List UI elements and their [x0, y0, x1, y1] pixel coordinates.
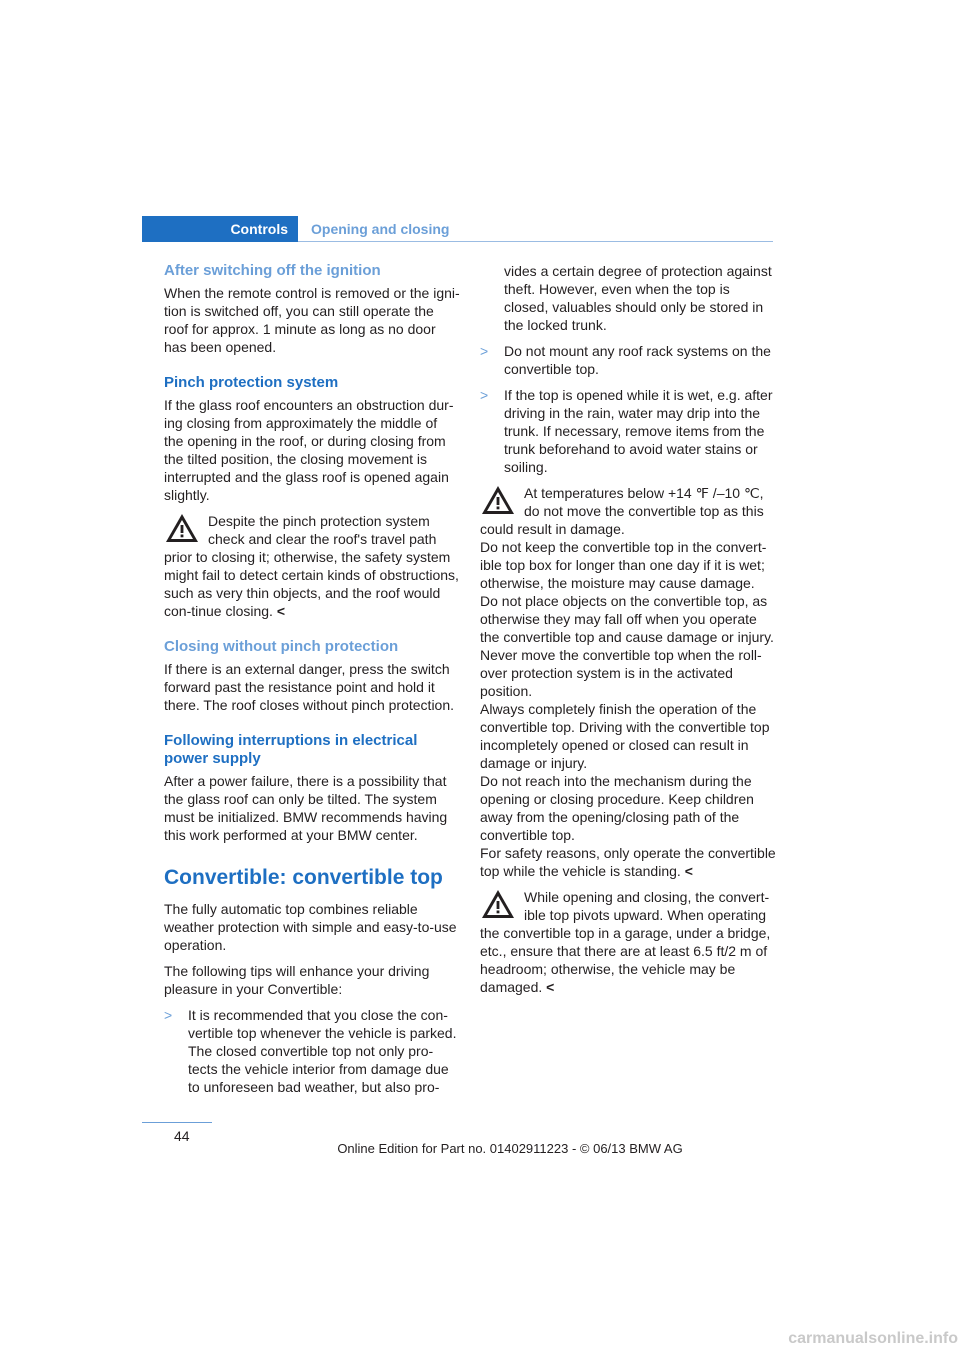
list-item: [480, 262, 776, 334]
bullet-text: If the top is opened while it is wet, e.g. after driving in the rain, water may drip into the trunk. If necessary, remove items from the trunk beforehand to avoid water stains or soiling.: [504, 387, 773, 475]
para-standing: [480, 844, 776, 880]
page-number: 44: [174, 1128, 190, 1144]
para-objects: Do not place objects on the convertible top, as otherwise they may fall off when you operate the convertible top and cause damage or injury.: [480, 593, 774, 645]
list-item: [480, 386, 776, 476]
warning-temperature: [480, 484, 776, 538]
watermark: carmanualsonline.info: [788, 1330, 958, 1347]
para-pinch-protection: If the glass roof encounters an obstruction dur-ing closing from approximately the middle of the opening in the roof, or during closing from the tilted position, the closing movement is interrupted and the glass roof is opened again slightly.: [164, 397, 454, 503]
para-box: Do not keep the convertible top in the convert-ible top box for longer than one day if it is wet; otherwise, the moisture may cause damage.: [480, 539, 767, 591]
bullet-text: vides a certain degree of protection against theft. However, even when the top is closed, valuables should only be stored in the locked trunk.: [504, 263, 772, 333]
page-header: [142, 216, 773, 242]
bullet-mark: >: [164, 1007, 173, 1023]
warning-pinch: [164, 512, 460, 620]
list-item: [164, 1006, 460, 1096]
bullet-mark: >: [480, 343, 489, 359]
end-mark: <: [546, 979, 555, 995]
warning-pivot-text: While opening and closing, the convert-ible top pivots upward. When operating the convertible top in a garage, under a bridge, etc., ensure that there are at least 6.5 ft/2 m of headroom; otherwise, the vehicle may be damaged.: [480, 889, 771, 995]
para-convertible-2: The following tips will enhance your driving pleasure in your Convertible:: [164, 963, 430, 997]
para-reach: Do not reach into the mechanism during the opening or closing procedure. Keep children away from the opening/closing path of the convertible top.: [480, 773, 754, 843]
heading-pinch-protection: Pinch protection system: [164, 374, 339, 391]
header-topic-label: Opening and closing: [311, 221, 450, 237]
left-column: [164, 262, 460, 1104]
warning-triangle-icon: [480, 888, 516, 920]
warning-pivot: [480, 888, 776, 996]
list-item: [480, 342, 776, 378]
para-finish: Always completely finish the operation of the convertible top. Driving with the convertible top incompletely opened or closed can result in damage or injury.: [480, 701, 770, 771]
para-convertible-1: The fully automatic top combines reliable weather protection with simple and easy-to-use operation.: [164, 901, 457, 953]
para-rollover: Never move the convertible top when the roll-over protection system is in the activated position.: [480, 647, 762, 699]
page-number-rule: [142, 1122, 212, 1123]
warning-pinch-text: Despite the pinch protection system check and clear the roof's travel path prior to closing it; otherwise, the safety system might fail to detect certain kinds of obstructions, such as very thin objects, and the roof would con-tinue closing.: [164, 513, 459, 619]
heading-after-ignition: After switching off the ignition: [164, 262, 381, 279]
bullet-text: It is recommended that you close the con-vertible top whenever the vehicle is parked. The closed convertible top not only pro-tects the vehicle interior from damage due to unforeseen bad weather, but also pro-: [188, 1007, 457, 1095]
warning-temperature-text: At temperatures below +14 ℉ /–10 ℃, do not move the convertible top as this could result in damage.: [480, 485, 764, 537]
para-after-ignition: When the remote control is removed or the igni-tion is switched off, you can still operate the roof for approx. 1 minute as long as no door has been opened.: [164, 285, 460, 355]
header-section-label: Controls: [142, 216, 298, 242]
end-mark: <: [276, 603, 286, 619]
para-closing-without: If there is an external danger, press the switch forward past the resistance point and hold it there. The roof closes without pinch protection.: [164, 661, 455, 713]
header-rule: [298, 241, 773, 242]
bullet-text: Do not mount any roof rack systems on the convertible top.: [504, 343, 771, 377]
heading-power-supply: Following interruptions in electrical power supply: [164, 732, 418, 767]
warning-triangle-icon: [480, 484, 516, 516]
heading-closing-without: Closing without pinch protection: [164, 638, 399, 655]
para-power-supply: After a power failure, there is a possibility that the glass roof can only be tilted. The system must be initialized. BMW recommends having this work performed at your BMW center.: [164, 773, 448, 843]
para-standing-text: For safety reasons, only operate the convertible top while the vehicle is standing.: [480, 845, 776, 879]
end-mark: <: [684, 863, 693, 879]
warning-triangle-icon: [164, 512, 200, 544]
right-column: [480, 262, 776, 1004]
bullet-mark: >: [480, 387, 489, 403]
footer-edition: Online Edition for Part no. 01402911223 - © 06/13 BMW AG: [337, 1141, 683, 1156]
heading-convertible-top: Convertible: convertible top: [164, 866, 443, 889]
